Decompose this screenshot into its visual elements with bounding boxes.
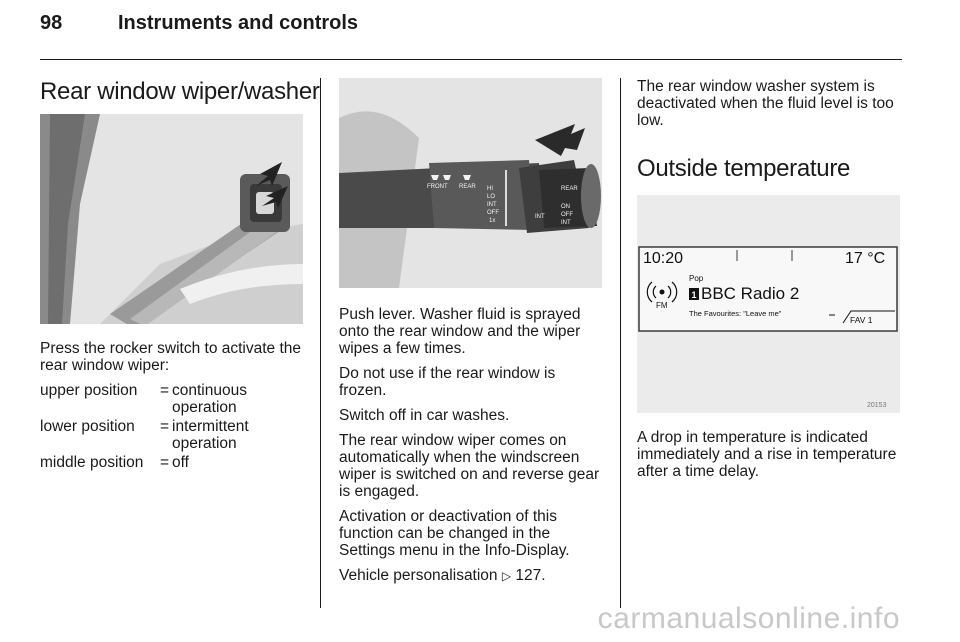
personalisation-text: Vehicle personalisation (339, 567, 498, 584)
section-heading-rear-wiper: Rear window wiper/washer (40, 78, 320, 105)
label-rear: REAR (459, 184, 476, 190)
paragraph-washer-deactivated: The rear window washer system is deactivated when the fluid level is too low. (637, 78, 894, 129)
label-lo: LO (487, 194, 496, 200)
table-row (40, 418, 306, 454)
personalisation-page-ref[interactable]: 127. (515, 567, 546, 584)
paragraph-car-washes: Switch off in car washes. (339, 407, 510, 424)
section-heading-outside-temperature: Outside temperature (637, 155, 851, 182)
section-title: Instruments and controls (118, 12, 359, 34)
position-desc: intermittent operation (172, 418, 249, 452)
rocker-switch-illustration (40, 114, 303, 324)
fav-label: FAV 1 (850, 315, 873, 325)
label-int-3: INT (561, 220, 571, 226)
info-display-illustration (637, 195, 900, 413)
display-now-playing: The Favourites: "Leave me" (689, 309, 782, 318)
table-row (40, 382, 306, 418)
intro-paragraph: Press the rocker switch to activate the rear window wiper: (40, 340, 302, 374)
display-outside-temperature: 17 °C (845, 250, 886, 267)
cross-reference-arrow-icon: ▷ (501, 569, 512, 583)
page-number: 98 (40, 12, 63, 34)
column-3 (637, 76, 902, 488)
position-desc: continuous operation (172, 382, 247, 416)
position-eq: = (160, 454, 170, 471)
paragraph-temperature-drop: A drop in temperature is indicated immediately and a rise in temperature after a time delay. (637, 429, 897, 480)
position-term: lower position (40, 418, 135, 435)
column-1 (40, 76, 320, 473)
page-header (40, 12, 358, 35)
column-divider-1 (320, 78, 321, 608)
position-eq: = (160, 418, 170, 435)
paragraph-settings: Activation or deactivation of this function can be changed in the Settings menu in the Info-Display. (339, 508, 570, 559)
label-front: FRONT (427, 184, 448, 190)
column-2 (339, 76, 603, 593)
display-preset-number: 1 (691, 290, 697, 300)
wiper-positions-table (40, 382, 306, 473)
label-off-2: OFF (561, 212, 573, 218)
label-int: INT (487, 202, 497, 208)
display-band: FM (656, 301, 668, 310)
label-on: ON (561, 204, 570, 210)
paragraph-frozen: Do not use if the rear window is frozen. (339, 365, 556, 399)
label-int-2: INT (535, 214, 545, 220)
label-off: OFF (487, 210, 499, 216)
display-category: Pop (689, 274, 704, 283)
figure-number: 20153 (867, 402, 887, 409)
position-eq: = (160, 382, 170, 399)
display-time: 10:20 (643, 250, 684, 267)
wiper-lever-illustration (339, 78, 602, 288)
info-display-figure (637, 195, 900, 413)
rocker-switch-figure (40, 114, 303, 324)
label-1x: 1x (489, 218, 496, 224)
label-rear-2: REAR (561, 186, 578, 192)
label-hi: HI (487, 186, 493, 192)
wiper-lever-figure (339, 78, 602, 288)
position-term: middle position (40, 454, 144, 471)
table-row (40, 454, 306, 473)
display-station: BBC Radio 2 (701, 284, 800, 303)
paragraph-push-lever: Push lever. Washer fluid is sprayed onto the rear window and the wiper wipes a few times. (339, 306, 581, 357)
paragraph-reverse-gear: The rear window wiper comes on automatically when the windscreen wiper is switched on and reverse gear is engaged. (339, 432, 600, 500)
position-term: upper position (40, 382, 138, 399)
column-divider-2 (620, 78, 621, 608)
header-rule (40, 59, 902, 60)
position-desc: off (172, 454, 189, 471)
paragraph-personalisation (339, 567, 603, 585)
watermark: carmanualsonline.info (597, 602, 900, 635)
